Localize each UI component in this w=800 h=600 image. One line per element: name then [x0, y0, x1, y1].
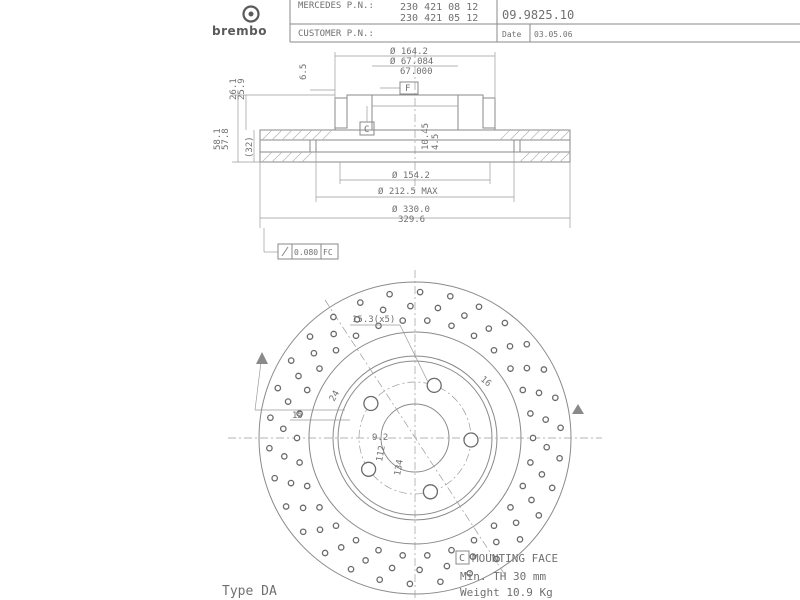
- oem-number-1: 230 421 08 12: [400, 2, 479, 13]
- drill-hole: [331, 331, 336, 336]
- mounting-face: MOUNTING FACE: [472, 552, 559, 565]
- oem-number-2: 230 421 05 12: [400, 13, 479, 24]
- drill-hole: [486, 326, 491, 331]
- drill-hole: [358, 300, 363, 305]
- drill-hole: [553, 395, 558, 400]
- drill-hole: [317, 505, 322, 510]
- runout-symbol-icon: [282, 247, 288, 256]
- drill-hole: [528, 411, 533, 416]
- dim-h5: 57.8: [221, 128, 231, 150]
- drill-hole: [524, 365, 529, 370]
- drill-hole: [529, 497, 534, 502]
- drill-hole: [283, 504, 288, 509]
- drill-hole: [539, 472, 544, 477]
- drill-hole: [294, 435, 299, 440]
- drill-hole: [449, 548, 454, 553]
- drill-hole: [449, 323, 454, 328]
- date-value: 03.05.06: [534, 30, 573, 39]
- drill-hole: [267, 446, 272, 451]
- dim-d6: Ø 330.0: [392, 205, 430, 215]
- drill-hole: [268, 415, 273, 420]
- drill-hole: [520, 387, 525, 392]
- dim-a5: 112: [375, 444, 388, 463]
- drill-hole: [331, 314, 336, 319]
- drill-hole: [380, 307, 385, 312]
- weight: Weight 10.9 Kg: [460, 586, 553, 599]
- drill-hole: [425, 553, 430, 558]
- drill-hole: [387, 292, 392, 297]
- drill-hole: [517, 537, 522, 542]
- drill-hole: [491, 348, 496, 353]
- drill-hole: [275, 385, 280, 390]
- drill-hole: [311, 351, 316, 356]
- drill-hole: [333, 523, 338, 528]
- section-view: [213, 46, 570, 259]
- dim-h4: 58.1: [213, 128, 223, 150]
- drill-hole: [438, 579, 443, 584]
- drill-hole: [333, 348, 338, 353]
- brembo-logo-icon: [244, 7, 259, 22]
- type-label: Type DA: [222, 584, 277, 599]
- bolt-hole: [364, 397, 378, 411]
- drill-hole: [508, 366, 513, 371]
- bolt-hole: [427, 378, 441, 392]
- dim-h8: 4.5: [431, 133, 441, 150]
- drill-hole: [491, 523, 496, 528]
- drill-hole: [528, 460, 533, 465]
- dim-pcd-holes: 15.3(x5): [352, 315, 396, 325]
- oem-label: MERCEDES P.N.:: [298, 1, 374, 11]
- drill-hole: [557, 456, 562, 461]
- drill-hole: [289, 358, 294, 363]
- drill-hole: [389, 565, 394, 570]
- drill-hole: [530, 435, 535, 440]
- drill-hole: [462, 313, 467, 318]
- drill-hole: [285, 399, 290, 404]
- min-thickness: Min. TH 30 mm: [460, 570, 547, 583]
- dim-d4: Ø 154.2: [392, 171, 430, 181]
- tolerance-datum: FC: [323, 248, 333, 257]
- drill-hole: [282, 454, 287, 459]
- dim-a4: 9.2: [372, 433, 389, 443]
- dim-h3: 25.9: [237, 78, 247, 100]
- drill-hole: [301, 529, 306, 534]
- drill-hole: [417, 289, 422, 294]
- dim-d7: 329.6: [398, 215, 426, 225]
- drill-hole: [471, 538, 476, 543]
- dim-h2: 26.1: [229, 78, 239, 100]
- drill-hole: [476, 304, 481, 309]
- datum-c: C: [364, 125, 370, 135]
- drill-hole: [317, 366, 322, 371]
- drill-hole: [524, 342, 529, 347]
- drill-hole: [376, 548, 381, 553]
- drill-hole: [541, 367, 546, 372]
- drill-hole: [281, 426, 286, 431]
- dim-h1: 6.5: [299, 63, 309, 80]
- drill-hole: [305, 483, 310, 488]
- drill-hole: [536, 513, 541, 518]
- front-view: [228, 270, 602, 600]
- drill-hole: [400, 553, 405, 558]
- drill-hole: [363, 558, 368, 563]
- drill-hole: [425, 318, 430, 323]
- drill-hole: [339, 545, 344, 550]
- dim-h6: (32): [245, 136, 255, 158]
- drill-hole: [471, 333, 476, 338]
- date-label: Date: [502, 30, 522, 39]
- dim-d3: 67.000: [400, 67, 433, 77]
- drill-hole: [353, 538, 358, 543]
- part-number: 09.9825.10: [502, 8, 575, 22]
- tolerance-value: 0.080: [294, 248, 319, 257]
- title-block: [212, 0, 800, 42]
- drill-hole: [400, 318, 405, 323]
- drill-hole: [300, 505, 305, 510]
- drill-hole: [520, 483, 525, 488]
- drill-hole: [307, 334, 312, 339]
- drill-hole: [494, 539, 499, 544]
- drill-hole: [507, 344, 512, 349]
- drill-hole: [297, 460, 302, 465]
- drill-hole: [288, 480, 293, 485]
- drill-hole: [513, 520, 518, 525]
- drill-hole: [558, 425, 563, 430]
- datum-f: F: [405, 84, 411, 94]
- drill-hole: [444, 563, 449, 568]
- bolt-hole: [362, 462, 376, 476]
- dim-a2: 24: [327, 389, 343, 404]
- dim-a3: 16: [478, 374, 493, 390]
- drill-hole: [305, 387, 310, 392]
- drill-hole: [536, 390, 541, 395]
- bolt-hole: [464, 433, 478, 447]
- brand-name: brembo: [212, 24, 267, 38]
- drill-hole: [544, 445, 549, 450]
- drill-hole: [348, 567, 353, 572]
- section-hatching: [262, 130, 570, 162]
- drill-hole: [377, 577, 382, 582]
- drill-hole: [550, 485, 555, 490]
- dim-a6: 134: [393, 458, 406, 477]
- customer-label: CUSTOMER P.N.:: [298, 29, 374, 39]
- drill-hole: [417, 567, 422, 572]
- drill-hole: [317, 527, 322, 532]
- drill-hole: [543, 417, 548, 422]
- dim-d5: Ø 212.5 MAX: [378, 187, 438, 197]
- drill-hole: [508, 505, 513, 510]
- drill-hole: [407, 581, 412, 586]
- notes-datum: C: [459, 553, 466, 564]
- drill-hole: [502, 320, 507, 325]
- drill-hole: [296, 373, 301, 378]
- drill-hole: [322, 550, 327, 555]
- drill-hole: [408, 303, 413, 308]
- dim-d2: Ø 67.084: [390, 57, 434, 67]
- drill-hole: [353, 333, 358, 338]
- dim-a1: 15: [292, 411, 303, 421]
- dim-h7: 10.45: [421, 122, 431, 150]
- bolt-hole: [423, 485, 437, 499]
- drill-hole: [272, 476, 277, 481]
- drill-hole: [435, 305, 440, 310]
- drill-hole: [448, 294, 453, 299]
- dim-d1: Ø 164.2: [390, 47, 428, 57]
